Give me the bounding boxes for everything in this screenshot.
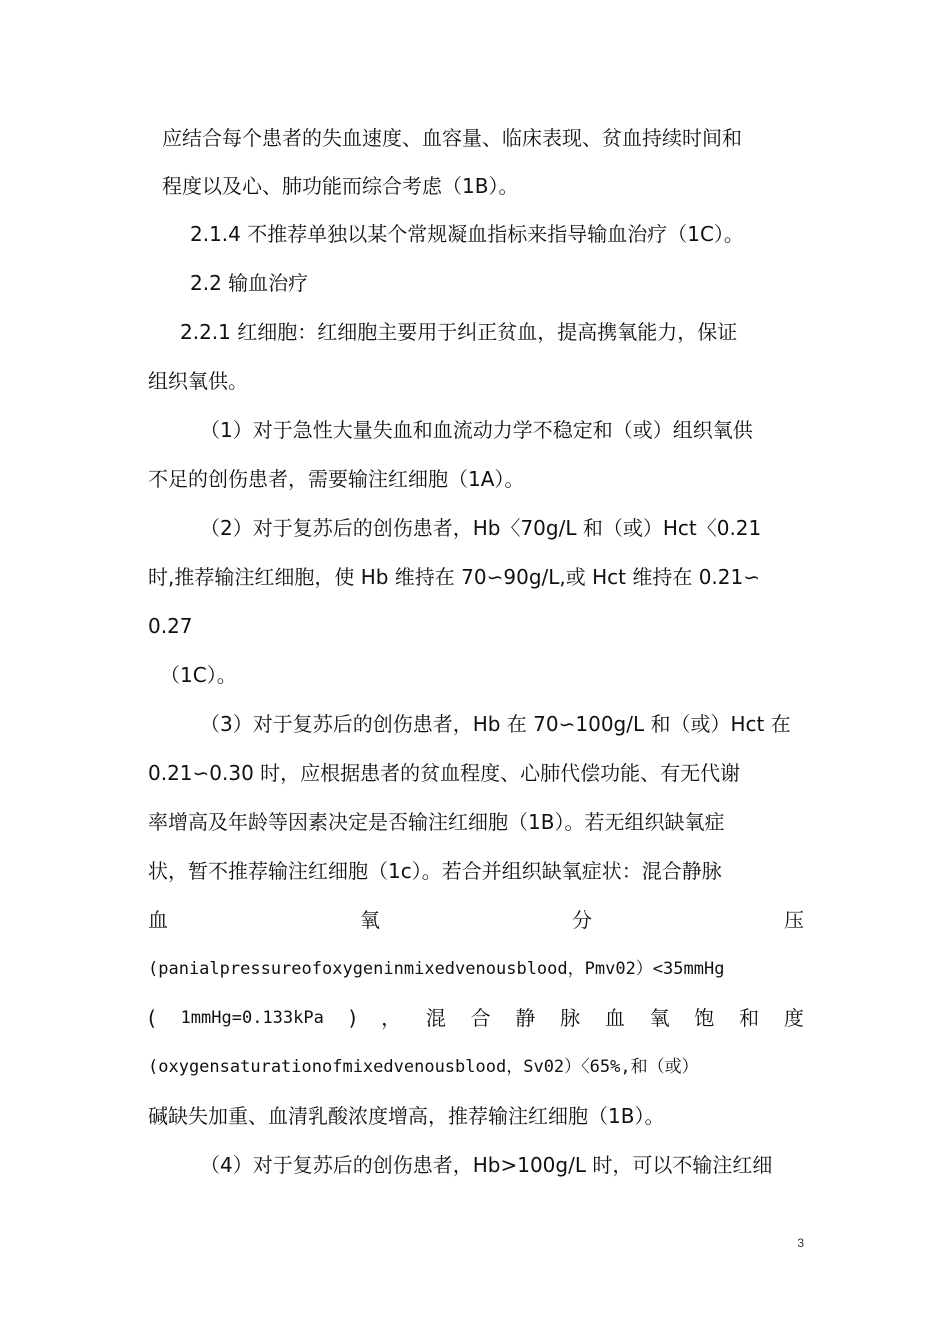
text-line: 0.21∽0.30 时，应根据患者的贫血程度、心肺代偿功能、有无代谢 <box>148 761 741 785</box>
text-line: 碱缺失加重、血清乳酸浓度增高，推荐输注红细胞（1B）。 <box>148 1104 665 1128</box>
word: ) <box>348 1006 357 1030</box>
text-line: 0.27 <box>148 614 193 638</box>
page-number: 3 <box>797 1236 804 1250</box>
text-line: (panialpressureofoxygeninmixedvenousblood，Pmv02）<35mmHg <box>148 959 725 979</box>
text-line: （1C）。 <box>160 663 237 687</box>
text-line: （4）对于复苏后的创伤患者，Hb>100g/L 时，可以不输注红细 <box>200 1153 773 1177</box>
text-line: 组织氧供。 <box>148 369 248 393</box>
word: 饱 <box>694 1006 715 1030</box>
justified-line <box>148 996 804 1040</box>
word: 脉 <box>560 1006 581 1030</box>
word: 静 <box>515 1006 536 1030</box>
text-line: 程度以及心、肺功能而综合考虑（1B）。 <box>162 174 519 198</box>
word: 氧 <box>649 1006 670 1030</box>
word: ( <box>148 1006 156 1030</box>
section-heading: 2.1.4 不推荐单独以某个常规凝血指标来指导输血治疗（1C）。 <box>190 222 744 246</box>
word: 1mmHg=0.133kPa <box>180 1008 324 1028</box>
text-line: 不足的创伤患者，需要输注红细胞（1A）。 <box>148 467 525 491</box>
word: 度 <box>783 1006 804 1030</box>
word: 压 <box>784 908 804 932</box>
text-line: （3）对于复苏后的创伤患者，Hb 在 70∽100g/L 和（或）Hct 在 <box>200 712 791 736</box>
text-line: 时,推荐输注红细胞，使 Hb 维持在 70∽90g/L,或 Hct 维持在 0.21∽ <box>148 565 760 589</box>
text-line: (oxygensaturationofmixedvenousblood，Sv02）〈65%,和（或） <box>148 1057 699 1077</box>
text-line: 率增高及年龄等因素决定是否输注红细胞（1B）。若无组织缺氧症 <box>148 810 725 834</box>
word: 混 <box>425 1006 446 1030</box>
section-heading: 2.2 输血治疗 <box>190 271 309 295</box>
word: 合 <box>470 1006 491 1030</box>
word: 分 <box>572 908 592 932</box>
text-line: 应结合每个患者的失血速度、血容量、临床表现、贫血持续时间和 <box>162 126 742 150</box>
text-line: （2）对于复苏后的创伤患者，Hb〈70g/L 和（或）Hct〈0.21 <box>200 516 762 540</box>
word: ， <box>381 1006 402 1030</box>
word: 和 <box>739 1006 760 1030</box>
justified-line <box>148 898 804 942</box>
text-line: 状，暂不推荐输注红细胞（1c）。若合并组织缺氧症状：混合静脉 <box>148 859 722 883</box>
word: 氧 <box>360 908 380 932</box>
word: 血 <box>148 908 168 932</box>
section-heading: 2.2.1 红细胞：红细胞主要用于纠正贫血，提高携氧能力，保证 <box>180 320 738 344</box>
word: 血 <box>604 1006 625 1030</box>
text-line: （1）对于急性大量失血和血流动力学不稳定和（或）组织氧供 <box>200 418 753 442</box>
